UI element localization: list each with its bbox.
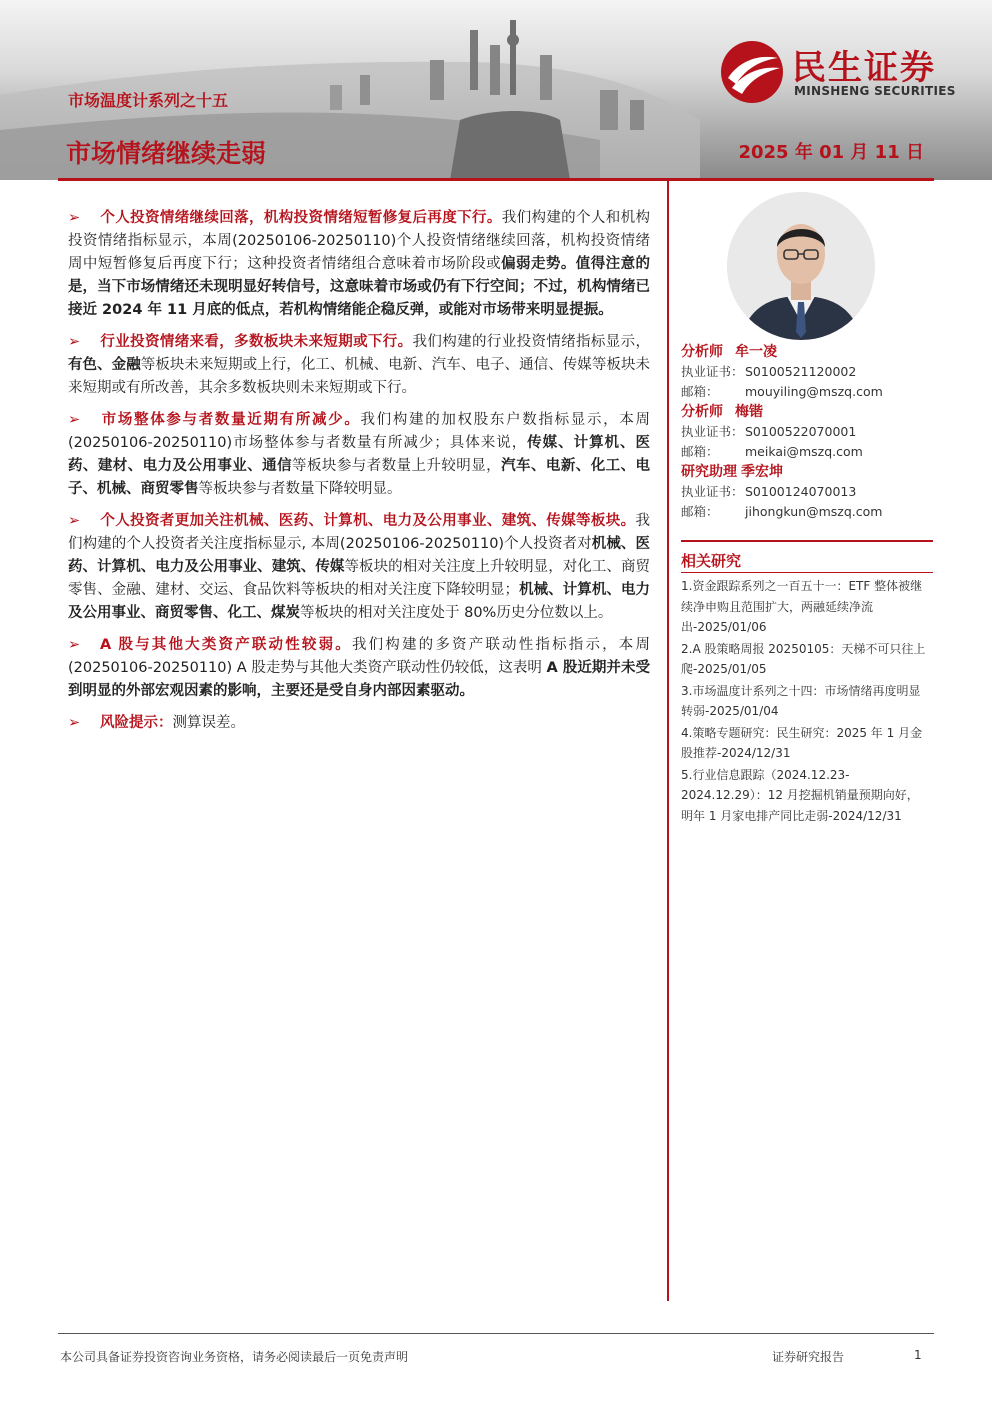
- body-text: 我们构建的多资产联动性指标指示，本周(20250106-20250110) A 股走势与其他大类资产联动性仍较低，这表明: [68, 637, 650, 676]
- analyst-cert-row: [681, 422, 933, 442]
- bullet-arrow-icon: ➢: [68, 412, 81, 428]
- footer-report-type: 证券研究报告: [772, 1350, 845, 1364]
- related-research-item[interactable]: 5.行业信息跟踪（2024.12.23-2024.12.29）：12 月挖掘机销量预期向好，明年 1 月家电排产同比走弱-2024/12/31: [681, 767, 919, 823]
- paragraph-lead: A 股与其他大类资产联动性较弱。: [100, 637, 352, 653]
- cert-number: S0100522070001: [745, 424, 857, 439]
- bullet-arrow-icon: ➢: [68, 210, 81, 226]
- emphasis-text: 传媒、计算机、医药、建材、电力及公用事业、通信: [68, 435, 651, 474]
- summary-paragraph: [68, 331, 650, 400]
- paragraph-lead: 市场整体参与者数量近期有所减少。: [100, 412, 361, 428]
- report-date: 2025 年 01 月 11 日: [738, 142, 924, 163]
- related-research-item[interactable]: 3.市场温度计系列之十四：市场情绪再度明显转弱-2025/01/04: [681, 683, 921, 718]
- summary-paragraph: [68, 207, 650, 322]
- analyst-name: 季宏坤: [741, 464, 783, 480]
- related-research-title: 相关研究: [681, 552, 742, 570]
- body-text: 等板块未来短期或上行，化工、机械、电新、汽车、电子、通信、传媒等板块未来短期或有所改善，其余多数板块则未来短期或下行。: [68, 357, 651, 396]
- summary-body: [68, 207, 650, 744]
- related-research-list: [681, 576, 929, 827]
- analyst-list: [681, 342, 933, 522]
- summary-paragraph: [68, 409, 650, 501]
- body-text: 等板块的相对关注度上升较明显，对化工、商贸零售、金融、建材、交运、食品饮料等板块的相对关注度下降较明显；: [68, 559, 651, 598]
- paragraph-lead: 个人投资情绪继续回落，机构投资情绪短暂修复后再度下行。: [100, 210, 502, 226]
- analyst-mail-row: [681, 502, 933, 522]
- summary-paragraph: [68, 634, 650, 703]
- emphasis-text: 有色、金融: [68, 357, 141, 373]
- mail-label: 邮箱：: [681, 504, 719, 519]
- body-text: 我们构建的个人投资者关注度指标显示, 本周(20250106-20250110)个人投资者对: [68, 513, 650, 552]
- emphasis-text: 汽车、电新、化工、电子、机械、商贸零售: [68, 458, 651, 497]
- sidebar-divider: [681, 572, 933, 573]
- analyst-role: 分析师: [681, 404, 723, 420]
- body-text: 我们构建的个人和机构投资情绪指标显示，本周(20250106-20250110)个人投资情绪继续回落，机构投资情绪周中短暂修复后再度下行；这种投资者情绪组合意味着市场阶段或: [68, 210, 651, 272]
- summary-paragraph: [68, 510, 650, 625]
- analyst-cert-row: [681, 482, 933, 502]
- analyst-mail-row: [681, 442, 933, 462]
- cert-label: 执业证书：: [681, 424, 744, 439]
- emphasis-text: 机械、计算机、电力及公用事业、商贸零售、化工、煤炭: [68, 582, 651, 621]
- body-text: 等板块的相对关注度处于 80%历史分位数以上。: [300, 605, 613, 621]
- cert-label: 执业证书：: [681, 484, 744, 499]
- body-text: 我们构建的行业投资情绪指标显示，: [412, 334, 651, 350]
- cert-number: S0100521120002: [745, 364, 857, 379]
- paragraph-lead: 行业投资情绪来看，多数板块未来短期或下行。: [100, 334, 413, 350]
- footer-divider: [58, 1333, 934, 1334]
- cert-label: 执业证书：: [681, 364, 744, 379]
- sidebar-divider: [681, 540, 933, 542]
- bullet-arrow-icon: ➢: [68, 334, 81, 350]
- analyst-name: 牟一凌: [735, 344, 777, 360]
- footer-disclaimer: 本公司具备证券投资咨询业务资格，请务必阅读最后一页免责声明: [60, 1350, 409, 1364]
- body-text: 测算误差。: [172, 715, 245, 731]
- analyst-role-row: [681, 462, 933, 482]
- bullet-arrow-icon: ➢: [68, 715, 81, 731]
- logo-chinese-name: 民生证券: [792, 48, 936, 88]
- bullet-arrow-icon: ➢: [68, 637, 81, 653]
- paragraph-lead: 个人投资者更加关注机械、医药、计算机、电力及公用事业、建筑、传媒等板块。: [100, 513, 636, 529]
- minsheng-logo-icon: [718, 38, 786, 106]
- emphasis-text: 机械、医药、计算机、电力及公用事业、建筑、传媒: [68, 536, 651, 575]
- report-title: 市场情绪继续走弱: [66, 139, 267, 168]
- mail-label: 邮箱：: [681, 384, 719, 399]
- analyst-name: 梅锴: [735, 404, 763, 420]
- related-research-item[interactable]: 1.资金跟踪系列之一百五十一：ETF 整体被继续净申购且范围扩大，两融延续净流出-2025/01/06: [681, 579, 923, 634]
- emphasis-text: 偏弱走势。值得注意的是，当下市场情绪还未现明显好转信号，这意味着市场或仍有下行空间；不过，机构情绪已接近 2024 年 11 月底的低点，若机构情绪能企稳反弹，或能对市场带来明显提振。: [68, 256, 651, 318]
- analyst-avatar: [727, 192, 875, 340]
- analyst-role-row: [681, 342, 933, 362]
- mail-label: 邮箱：: [681, 444, 719, 459]
- summary-paragraph: [68, 712, 650, 735]
- emphasis-text: A 股近期并未受到明显的外部宏观因素的影响，主要还是受自身内部因素驱动。: [68, 660, 650, 699]
- analyst-role: 研究助理: [681, 464, 737, 480]
- related-research-item[interactable]: 2.A 股策略周报 20250105：天梯不可只往上爬-2025/01/05: [681, 641, 926, 676]
- paragraph-lead: 风险提示：: [100, 715, 173, 731]
- related-research-item[interactable]: 4.策略专题研究：民生研究：2025 年 1 月金股推荐-2024/12/31: [681, 725, 923, 760]
- body-text: 等板块参与者数量上升较明显，: [292, 458, 502, 474]
- analyst-mail-row: [681, 382, 933, 402]
- company-logo: [718, 38, 968, 108]
- logo-english-name: MINSHENG SECURITIES: [794, 84, 956, 98]
- analyst-email[interactable]: meikai@mszq.com: [745, 444, 863, 459]
- column-divider: [667, 181, 669, 1301]
- header-divider: [58, 178, 934, 181]
- analyst-role: 分析师: [681, 344, 723, 360]
- analyst-cert-row: [681, 362, 933, 382]
- body-text: 我们构建的加权股东户数指标显示，本周(20250106-20250110)市场整体参与者数量有所减少；具体来说，: [68, 412, 650, 451]
- bullet-arrow-icon: ➢: [68, 513, 81, 529]
- cert-number: S0100124070013: [745, 484, 857, 499]
- report-series: 市场温度计系列之十五: [68, 91, 229, 110]
- analyst-role-row: [681, 402, 933, 422]
- page-number: 1: [914, 1348, 922, 1362]
- analyst-email[interactable]: mouyiling@mszq.com: [745, 384, 883, 399]
- header-banner: [0, 0, 992, 180]
- analyst-portrait-icon: [727, 192, 875, 340]
- body-text: 等板块参与者数量下降较明显。: [198, 481, 402, 497]
- analyst-email[interactable]: jihongkun@mszq.com: [745, 504, 883, 519]
